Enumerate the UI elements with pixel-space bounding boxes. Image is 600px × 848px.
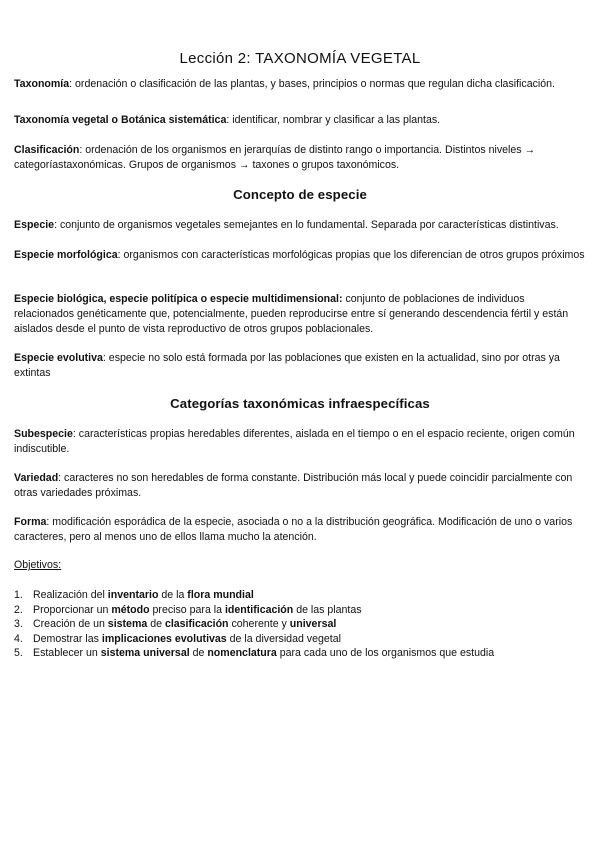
item-text: preciso para la (149, 603, 225, 616)
list-number: 1. (14, 589, 23, 601)
item-text: de las plantas (293, 603, 362, 616)
item-text: Realización del (33, 589, 108, 601)
term: Especie (14, 219, 55, 231)
emphasis-text: identificación (224, 603, 294, 616)
section-heading-concepto-especie: Concepto de especie (233, 187, 367, 202)
definition-text: : caracteres no son heredables de forma constante. Distribución más local y puede coincidir parcialmente con otras variedades próximas. (14, 472, 573, 499)
term: Variedad (14, 472, 59, 484)
definition-variedad (14, 471, 586, 501)
definition-forma (14, 515, 586, 545)
objetivo-item (14, 617, 586, 632)
term: Clasificación (14, 144, 80, 156)
item-text: Demostrar las (33, 632, 102, 645)
term: Taxonomía vegetal o Botánica sistemática (14, 114, 227, 126)
page-title: Lección 2: TAXONOMÍA VEGETAL (179, 50, 421, 67)
emphasis-text: implicaciones evolutivas (101, 632, 227, 645)
definition-especie-evolutiva (14, 351, 586, 381)
list-number: 2. (14, 603, 23, 616)
emphasis-text: flora mundial (187, 589, 254, 601)
objetivos-label: Objetivos: (14, 559, 62, 571)
definition-clasificacion (14, 143, 586, 173)
list-number: 4. (14, 632, 23, 645)
definition-text: : organismos con características morfológicas propias que los diferencian de otros grupos próximos (117, 249, 585, 261)
item-text: Proporcionar un (33, 603, 112, 616)
emphasis-text: clasificación (164, 618, 229, 631)
definition-especie (14, 218, 586, 233)
item-text: de (147, 618, 165, 631)
emphasis-text: sistema universal (100, 647, 190, 660)
list-number: 3. (14, 618, 23, 631)
item-text: coherente y (228, 618, 290, 631)
list-number: 5. (14, 647, 23, 660)
emphasis-text: nomenclatura (207, 647, 277, 660)
definition-text: : especie no solo está formada por las poblaciones que existen en la actualidad, sino por otras ya extintas (14, 352, 560, 379)
definition-text: : modificación esporádica de la especie, asociada o no a la distribución geográfica. Modificación de uno o varios caracteres, pero al menos uno de ellos llama mucho la atención. (14, 516, 573, 543)
term: Taxonomía (14, 78, 70, 90)
definition-text: : ordenación o clasificación de las plantas, y bases, principios o normas que regulan dicha clasificación. (69, 78, 555, 90)
item-text: de la (158, 589, 188, 601)
item-text: para cada uno de los organismos que estudia (276, 647, 495, 660)
emphasis-text: inventario (107, 589, 159, 601)
definition-text: conjunto de poblaciones de individuos relacionados genéticamente que, potencialmente, pueden reproducirse entre sí generando descendencia fértil y están aislados desde el punto de vista reproductivo de otros grupos poblacionales. (14, 293, 569, 335)
term: Especie morfológica (14, 249, 118, 261)
item-text: Establecer un (33, 647, 101, 660)
definition-text: : características propias heredables diferentes, aislada en el tiempo o en el espacio reciente, origen común indiscutible. (14, 428, 575, 455)
definition-text: : identificar, nombrar y clasificar a las plantas. (226, 114, 441, 126)
term: Subespecie (14, 428, 73, 440)
definition-taxonomia-vegetal (14, 113, 586, 128)
objetivo-item (14, 646, 586, 661)
item-text: de la diversidad vegetal (226, 632, 341, 645)
objetivos-list (14, 588, 586, 661)
definition-text: : ordenación de los organismos en jerarquías de distinto rango o importancia. Distintos niveles → categoríastaxonómicas. Grupos de organismos → taxones o grupos taxonómicos. (14, 144, 536, 171)
term: Especie biológica, especie politípica o especie multidimensional: (14, 293, 343, 305)
item-text: Creación de un (33, 618, 108, 631)
definition-text: : conjunto de organismos vegetales semejantes en lo fundamental. Separada por características distintivas. (54, 219, 559, 231)
objetivo-item (14, 632, 586, 647)
definition-subespecie (14, 427, 586, 457)
objetivo-item (14, 588, 586, 603)
emphasis-text: método (111, 603, 150, 616)
emphasis-text: universal (289, 618, 337, 631)
definition-especie-morfologica (14, 248, 586, 263)
term: Forma (14, 516, 47, 528)
definition-especie-biologica (14, 292, 586, 337)
definition-taxonomia (14, 77, 586, 92)
section-heading-categorias: Categorías taxonómicas infraespecíficas (170, 396, 430, 411)
objetivo-item (14, 603, 586, 618)
emphasis-text: sistema (107, 618, 148, 631)
item-text: de (189, 647, 208, 660)
term: Especie evolutiva (14, 352, 103, 364)
